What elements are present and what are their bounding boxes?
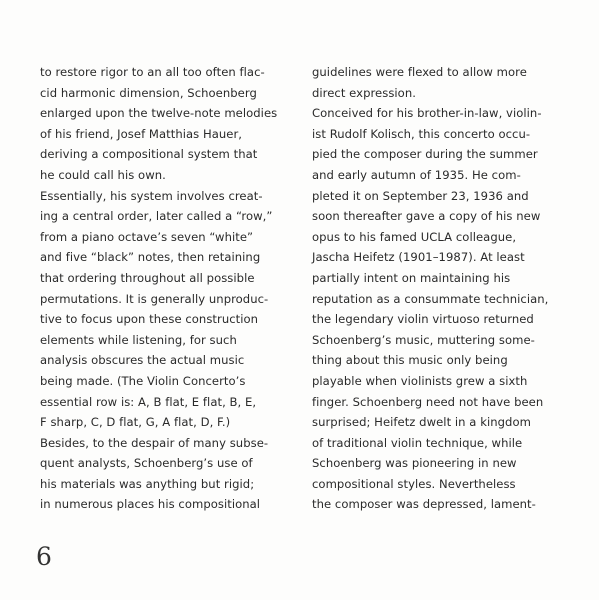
text-line: pied the composer during the summer bbox=[312, 147, 538, 162]
text-line: Schoenberg was pioneering in new bbox=[312, 456, 517, 471]
text-line: quent analysts, Schoenberg’s use of bbox=[40, 456, 253, 471]
text-line: reputation as a consummate technician, bbox=[312, 291, 549, 306]
text-line: Jascha Heifetz (1901–1987). At least bbox=[312, 250, 525, 265]
page-number: 6 bbox=[36, 542, 52, 571]
text-line: compositional styles. Nevertheless bbox=[312, 476, 516, 491]
text-line: elements while listening, for such bbox=[40, 332, 237, 347]
text-line: he could call his own. bbox=[40, 167, 166, 182]
text-line: deriving a compositional system that bbox=[40, 147, 258, 162]
text-line: and five “black” notes, then retaining bbox=[40, 250, 261, 265]
text-line: cid harmonic dimension, Schoenberg bbox=[40, 85, 257, 100]
text-line: direct expression. bbox=[312, 85, 416, 100]
text-line: of his friend, Josef Matthias Hauer, bbox=[40, 126, 243, 141]
text-line: to restore rigor to an all too often flac- bbox=[40, 65, 265, 79]
text-line: soon thereafter gave a copy of his new bbox=[312, 209, 541, 224]
text-line: playable when violinists grew a sixth bbox=[312, 373, 528, 388]
text-line: opus to his famed UCLA colleague, bbox=[312, 229, 517, 244]
text-line: Besides, to the despair of many subse- bbox=[40, 435, 269, 450]
text-line: and early autumn of 1935. He com- bbox=[312, 167, 521, 182]
text-line: of traditional violin technique, while bbox=[312, 435, 523, 450]
text-line: Conceived for his brother-in-law, violin- bbox=[312, 106, 542, 121]
text-line: permutations. It is generally unproduc- bbox=[40, 291, 269, 306]
text-line: F sharp, C, D flat, G, A flat, D, F.) bbox=[40, 415, 231, 430]
text-line: guidelines were flexed to allow more bbox=[312, 65, 527, 79]
text-line: the composer was depressed, lament- bbox=[312, 497, 536, 512]
text-line: Essentially, his system involves creat- bbox=[40, 188, 263, 203]
text-line: surprised; Heifetz dwelt in a kingdom bbox=[312, 415, 531, 430]
text-line: enlarged upon the twelve-note melodies bbox=[40, 106, 278, 121]
text-line: that ordering throughout all possible bbox=[40, 270, 255, 285]
text-line: being made. (The Violin Concerto’s bbox=[40, 373, 246, 388]
text-line: the legendary violin virtuoso returned bbox=[312, 312, 534, 327]
text-line: Schoenberg’s music, muttering some- bbox=[312, 332, 535, 347]
right-text-column bbox=[312, 62, 574, 515]
text-line: in numerous places his compositional bbox=[40, 497, 261, 512]
left-text-column bbox=[40, 62, 295, 515]
text-line: essential row is: A, B flat, E flat, B, E, bbox=[40, 394, 257, 409]
text-line: ing a central order, later called a “row,” bbox=[40, 209, 273, 224]
text-line: analysis obscures the actual music bbox=[40, 353, 245, 368]
text-line: ist Rudolf Kolisch, this concerto occu- bbox=[312, 126, 531, 141]
text-line: pleted it on September 23, 1936 and bbox=[312, 188, 529, 203]
text-line: thing about this music only being bbox=[312, 353, 508, 368]
text-line: partially intent on maintaining his bbox=[312, 270, 511, 285]
text-line: tive to focus upon these construction bbox=[40, 312, 259, 327]
text-line: finger. Schoenberg need not have been bbox=[312, 394, 544, 409]
text-line: his materials was anything but rigid; bbox=[40, 476, 255, 491]
text-line: from a piano octave’s seven “white” bbox=[40, 229, 254, 244]
